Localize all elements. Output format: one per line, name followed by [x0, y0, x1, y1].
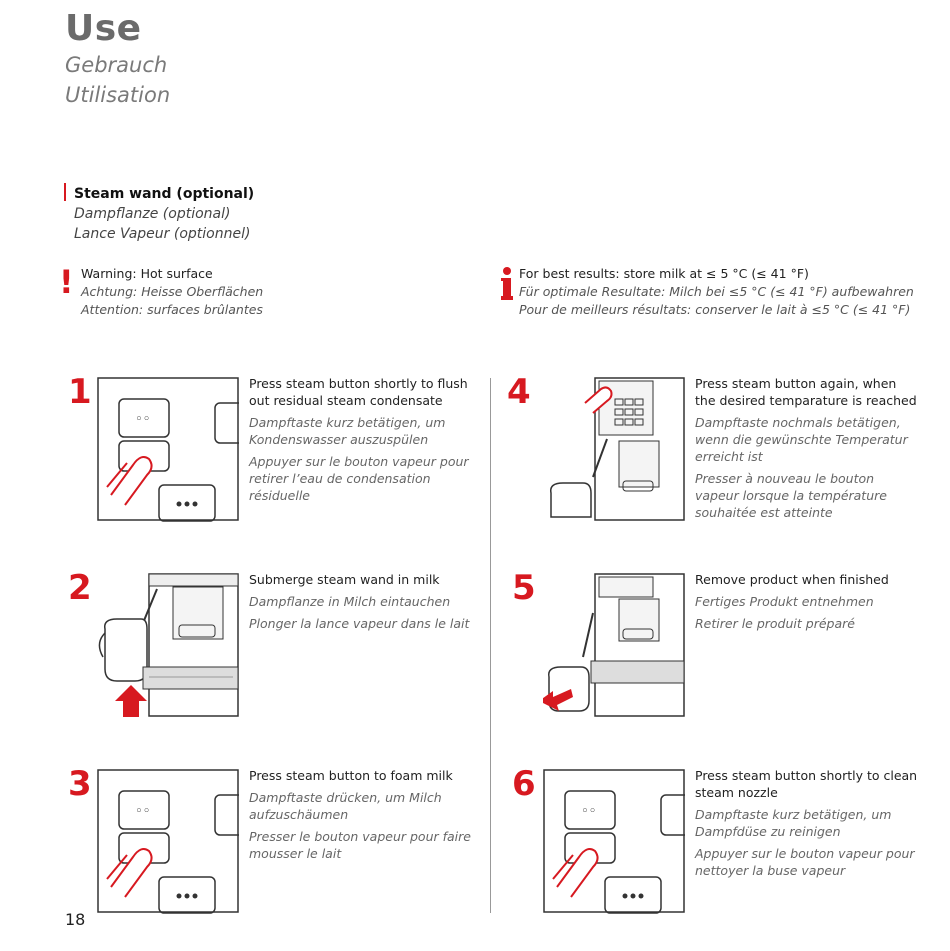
step-5-text [695, 571, 920, 637]
svg-text:◦◦: ◦◦ [581, 804, 597, 819]
step-number: 6 [512, 764, 536, 804]
section-title: Steam wand (optional) [74, 186, 255, 202]
step-6-en: Press steam button shortly to clean steam nozzle [695, 768, 918, 800]
step-1-fr: Appuyer sur le bouton vapeur pour retirer l’eau de condensation résiduelle [249, 454, 469, 503]
exclamation-icon: ! [59, 263, 74, 301]
column-divider [490, 378, 491, 913]
step-2-en: Submerge steam wand in milk [249, 572, 440, 587]
step-number: 5 [512, 568, 536, 608]
step-2-text [249, 571, 474, 637]
info-fr: Pour de meilleurs résultats: conserver le lait à ≤5 °C (≤ 41 °F) [519, 302, 911, 317]
step-5-de: Fertiges Produkt entnehmen [695, 594, 874, 609]
step-4-text [695, 375, 920, 526]
page-number: 18 [65, 910, 86, 929]
svg-text:◦◦: ◦◦ [135, 804, 151, 819]
step-5-fr: Retirer le produit préparé [695, 616, 855, 631]
step-1-text [249, 375, 474, 509]
step-2-de: Dampflanze in Milch eintauchen [249, 594, 451, 609]
warning-notice [81, 265, 263, 319]
step-3-de: Dampftaste drücken, um Milch aufzuschäumen [249, 790, 442, 822]
step-3-text [249, 767, 474, 867]
step-2-illustration [97, 573, 239, 718]
step-number: 4 [507, 372, 531, 412]
step-4-de: Dampftaste nochmals betätigen, wenn die gewünschte Temperatur erreicht ist [695, 415, 908, 464]
step-1-en: Press steam button shortly to flush out residual steam condensate [249, 376, 468, 408]
step-number: 3 [68, 764, 92, 804]
info-en: For best results: store milk at ≤ 5 °C (≤ 41 °F) [519, 266, 809, 281]
step-5-en: Remove product when finished [695, 572, 889, 587]
warning-fr: Attention: surfaces brûlantes [81, 302, 263, 317]
step-4-illustration [543, 377, 685, 522]
step-6-illustration [543, 769, 685, 914]
svg-text:◦◦: ◦◦ [135, 412, 151, 427]
step-6-de: Dampftaste kurz betätigen, um Dampfdüse zu reinigen [695, 807, 892, 839]
section-marker [64, 183, 66, 201]
step-4-en: Press steam button again, when the desired temparature is reached [695, 376, 917, 408]
warning-de: Achtung: Heisse Oberflächen [81, 284, 264, 299]
step-3-fr: Presser le bouton vapeur pour faire mousser le lait [249, 829, 471, 861]
step-1-de: Dampftaste kurz betätigen, um Kondenswasser auszuspülen [249, 415, 446, 447]
step-5-illustration [543, 573, 685, 718]
step-6-fr: Appuyer sur le bouton vapeur pour nettoyer la buse vapeur [695, 846, 915, 878]
info-notice [519, 265, 914, 319]
page-subtitle-de: Gebrauch [65, 53, 168, 77]
info-de: Für optimale Resultate: Milch bei ≤5 °C (≤ 41 °F) aufbewahren [519, 284, 914, 299]
step-1-illustration [97, 377, 239, 522]
step-4-fr: Presser à nouveau le bouton vapeur lorsque la température souhaitée est atteinte [695, 471, 887, 520]
step-number: 1 [68, 372, 92, 412]
section-title-de: Dampflanze (optional) [74, 206, 231, 222]
page-subtitle-fr: Utilisation [65, 83, 171, 107]
step-3-illustration [97, 769, 239, 914]
warning-en: Warning: Hot surface [81, 266, 213, 281]
step-6-text [695, 767, 920, 884]
info-icon [500, 266, 514, 302]
step-number: 2 [68, 568, 92, 608]
section-title-fr: Lance Vapeur (optionnel) [74, 226, 251, 242]
step-3-en: Press steam button to foam milk [249, 768, 453, 783]
page-title: Use [65, 8, 142, 49]
step-2-fr: Plonger la lance vapeur dans le lait [249, 616, 470, 631]
